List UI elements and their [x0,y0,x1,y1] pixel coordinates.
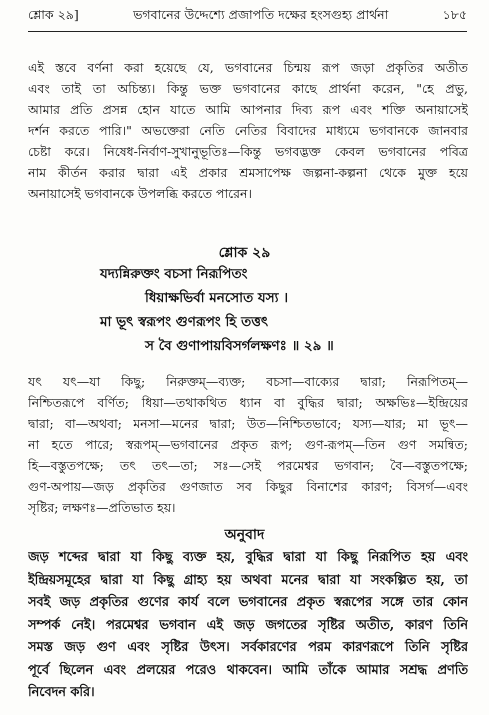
synonym-line: দ্বারা; বা—অথবা; মনসা—মনের দ্বারা; উত—নিশ্চিতভাবে; যস্য—যার; মা ভূৎ— [28,416,468,431]
verse-line: মা ভূৎ স্বরূপং গুণরূপং হি তত্তৎ [100,314,269,330]
verse-line: যদ্যন্নিরুক্তং বচসা নিরূপিতং [100,266,248,282]
purport-line: এবং তাই তা অচিন্ত্য। কিন্তু ভক্ত ভগবানের কাছে প্রার্থনা করেন, "হে প্রভু, [28,81,468,96]
purport-line: দর্শন করতে পারি।" অভক্তেরা নেতি নেতির বিবাদের মাধ্যমে ভগবানকে জানবার [28,123,468,138]
synonym-line: না হতে পারে; স্বরূপম্—ভগবানের প্রকৃত রূপ; গুণ-রূপম্—তিন গুণ সমন্বিত; [28,437,468,452]
verse-title: শ্লোক ২৯ [218,245,271,261]
translation-line: সমস্ত জড় গুণ এবং সৃষ্টির উৎস। সর্বকারণের পরম কারণরূপে তিনি সৃষ্টির [28,640,468,655]
verse-line: স বৈ গুণাপায়বিসর্গলক্ষণঃ ॥ ২৯ ॥ [145,338,334,354]
translation-line: জড় শব্দের দ্বারা যা কিছু ব্যক্ত হয়, বুদ্ধির দ্বারা যা কিছু নিরূপিত হয় এবং [28,550,468,565]
verse-line: ধিয়াক্ষভির্বা মনসোত যস্য । [145,290,289,306]
translation-line: সম্পর্ক নেই। পরমেশ্বর ভগবান এই জড় জগতের সৃষ্টির অতীত, কারণ তিনি [28,617,468,633]
page-number: ১৮৫ [442,7,467,22]
translation-line: ইন্দ্রিয়সমূহের দ্বারা যা কিছু গ্রাহ্য হয় অথবা মনের দ্বারা যা সংকল্পিত হয়, তা [28,572,468,588]
purport-line: আমার প্রতি প্রসন্ন হোন যাতে আমি আপনার দিব্য রূপ এবং শক্তি অনায়াসেই [28,102,468,117]
purport-line: চেষ্টা করে। নিষেধ-নির্বাণ-সুখানুভূতিঃ—কিন্তু ভগবদ্ভক্ত কেবল ভগবানের পবিত্র [28,144,468,159]
header-chapter-title: ভগবানের উদ্দেশ্যে প্রজাপতি দক্ষের হংসগুহ্য প্রার্থনা [133,7,389,22]
translation [28,547,468,705]
translation-title: অনুবাদ [224,527,265,543]
synonyms [28,371,468,518]
translation-line: নিবেদন করি। [28,685,95,700]
synonym-line: গুণ-অপায়—জড় প্রকৃতির গুণজাত সব কিছুর বিনাশের কারণ; বিসর্গ—এবং [28,479,468,494]
synonym-line: নিশ্চিতরূপে বর্ণিত; ধিয়া—তথাকথিত ধ্যান বা বুদ্ধির দ্বারা; অক্ষভিঃ—ইন্দ্রিয়ের [28,395,468,410]
translation-line: পূর্বে ছিলেন এবং প্রলয়ের পরেও থাকবেন। আমি তাঁকে আমার সশ্রদ্ধ প্রণতি [28,662,468,678]
purport-line: নাম কীর্তন করার দ্বারা এই প্রকার শ্রমসাপেক্ষ জল্পনা-কল্পনা থেকে মুক্ত হয়ে [28,165,468,180]
running-header [28,6,467,28]
synonym-line: হি—বস্তুতপক্ষে; তৎ তৎ—তা; সঃ—সেই পরমেশ্বর ভগবান; বৈ—বস্তুতপক্ষে; [28,458,468,473]
purport-line: অনায়াসেই ভগবানকে উপলব্ধি করতে পারেন। [28,186,252,201]
synonym-line: যৎ যৎ—যা কিছু; নিরুক্তম্—ব্যক্ত; বচসা—বাক্যের দ্বারা; নিরূপিতম্— [28,374,468,389]
purport-line: এই স্তবে বর্ণনা করা হয়েছে যে, ভগবানের চিন্ময় রূপ জড়া প্রকৃতির অতীত [28,60,468,75]
header-rule [28,31,467,32]
translation-line: সবই জড় প্রকৃতির গুণের কার্য বলে ভগবানের প্রকৃত স্বরূপের সঙ্গে তার কোন [28,595,468,610]
synonym-line: সৃষ্টির; লক্ষণঃ—প্রতিভাত হয়। [28,500,176,515]
header-verse-ref: শ্লোক ২৯] [28,7,79,22]
purport-text [28,57,468,204]
